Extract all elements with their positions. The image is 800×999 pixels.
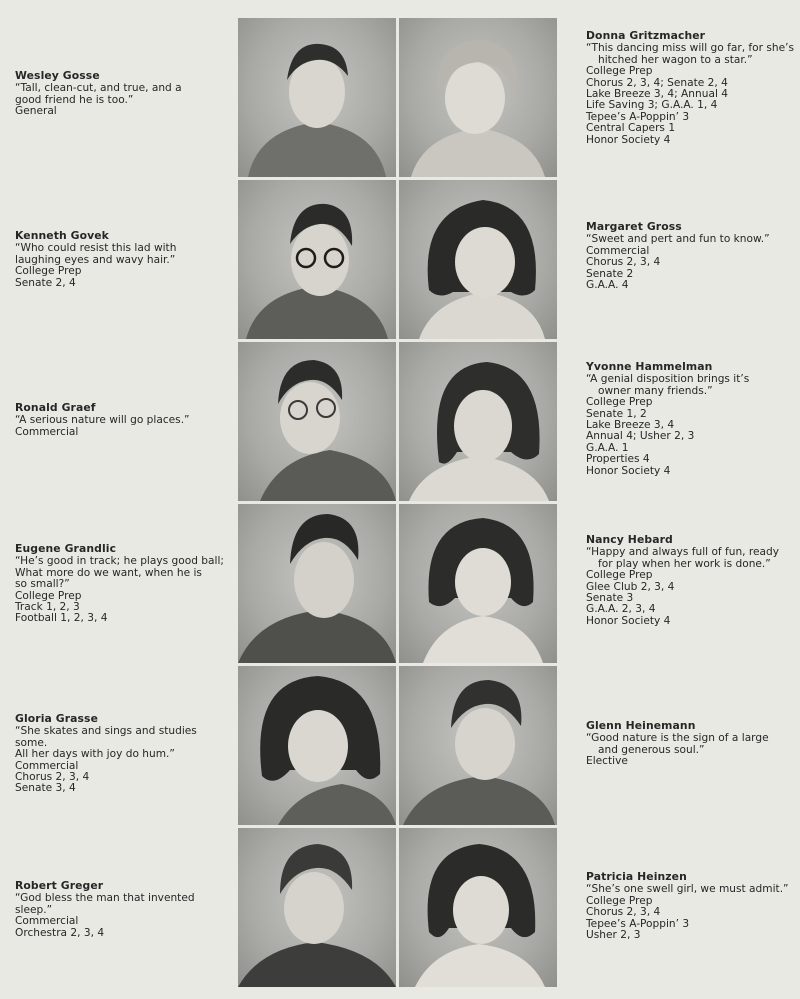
student-quote: “Tall, clean-cut, and true, and a good friend he is too.” (15, 82, 182, 106)
portrait-photo-margaret-gross (399, 180, 557, 339)
portrait-silhouette-icon (399, 828, 557, 987)
portrait-silhouette-icon (238, 342, 396, 501)
student-activities: Commercial Chorus 2, 3, 4 Senate 3, 4 (15, 759, 90, 795)
student-activities: Elective (586, 755, 628, 768)
student-entry-ronald-graef (15, 402, 230, 438)
portrait-photo-wesley-gosse (238, 18, 396, 177)
portrait-silhouette-icon (399, 180, 557, 339)
student-quote: “God bless the man that invented sleep.” (15, 892, 195, 916)
portrait-silhouette-icon (238, 504, 396, 663)
student-name: Kenneth Govek (15, 229, 109, 242)
student-quote: “A serious nature will go places.” (15, 414, 190, 427)
portrait-silhouette-icon (399, 666, 557, 825)
student-name: Gloria Grasse (15, 712, 98, 725)
student-name: Glenn Heinemann (586, 719, 696, 732)
student-name: Patricia Heinzen (586, 870, 687, 883)
portrait-silhouette-icon (399, 342, 557, 501)
student-quote: “Happy and always full of fun, ready for play when her work is done.” (586, 546, 780, 570)
student-entry-wesley-gosse (15, 70, 230, 118)
student-quote: “A genial disposition brings it’s owner many friends.” (586, 373, 750, 397)
portrait-photo-kenneth-govek (238, 180, 396, 339)
portrait-photo-nancy-hebard (399, 504, 557, 663)
student-quote: “He’s good in track; he plays good ball; What more do we want, when he is so small?” (15, 555, 224, 591)
student-quote: “This dancing miss will go far, for she’s hitched her wagon to a star.” (586, 42, 794, 66)
portrait-silhouette-icon (238, 180, 396, 339)
student-name: Eugene Grandlic (15, 542, 117, 555)
student-activities: College Prep Senate 2, 4 (15, 265, 82, 289)
student-entry-yvonne-hammelman (586, 361, 798, 477)
portrait-photo-gloria-grasse (238, 666, 396, 825)
student-entry-robert-greger (15, 880, 230, 939)
portrait-photo-donna-gritzmacher (399, 18, 557, 177)
student-entry-gloria-grasse (15, 713, 230, 795)
student-activities: Commercial Chorus 2, 3, 4 Senate 2 G.A.A. 4 (586, 244, 661, 292)
portrait-silhouette-icon (238, 666, 396, 825)
student-name: Robert Greger (15, 879, 104, 892)
portrait-photo-ronald-graef (238, 342, 396, 501)
student-activities: Commercial (15, 425, 79, 438)
student-quote: “She’s one swell girl, we must admit.” (586, 883, 789, 896)
student-entry-nancy-hebard (586, 534, 798, 627)
student-quote: “Who could resist this lad with laughing eyes and wavy hair.” (15, 242, 177, 266)
portrait-silhouette-icon (238, 828, 396, 987)
student-entry-kenneth-govek (15, 230, 230, 289)
student-activities: College Prep Senate 1, 2 Lake Breeze 3, 4 Annual 4; Usher 2, 3 G.A.A. 1 Properties 4 Honor Society 4 (586, 396, 695, 477)
student-name: Ronald Graef (15, 401, 96, 414)
student-entry-donna-gritzmacher (586, 30, 798, 146)
student-name: Margaret Gross (586, 220, 682, 233)
student-activities: General (15, 105, 57, 118)
student-quote: “Sweet and pert and fun to know.” (586, 233, 770, 246)
portrait-silhouette-icon (238, 18, 396, 177)
student-activities: College Prep Track 1, 2, 3 Football 1, 2, 3, 4 (15, 589, 108, 625)
student-name: Yvonne Hammelman (586, 360, 713, 373)
student-name: Wesley Gosse (15, 69, 100, 82)
student-entry-patricia-heinzen (586, 871, 798, 941)
student-name: Nancy Hebard (586, 533, 673, 546)
portrait-photo-eugene-grandlic (238, 504, 396, 663)
portrait-photo-patricia-heinzen (399, 828, 557, 987)
portrait-silhouette-icon (399, 504, 557, 663)
student-activities: Commercial Orchestra 2, 3, 4 (15, 915, 105, 939)
student-activities: College Prep Chorus 2, 3, 4; Senate 2, 4 Lake Breeze 3, 4; Annual 4 Life Saving 3; G.A.A. 1, 4 Tepee’s A-Poppin’ 3 Central Capers 1 Honor Society 4 (586, 65, 728, 146)
student-entry-glenn-heinemann (586, 720, 798, 768)
student-quote: “Good nature is the sign of a large and generous soul.” (586, 732, 769, 756)
portrait-photo-yvonne-hammelman (399, 342, 557, 501)
student-entry-eugene-grandlic (15, 543, 230, 625)
student-name: Donna Gritzmacher (586, 29, 706, 42)
portrait-photo-glenn-heinemann (399, 666, 557, 825)
student-quote: “She skates and sings and studies some. All her days with joy do hum.” (15, 725, 197, 761)
student-activities: College Prep Chorus 2, 3, 4 Tepee’s A-Poppin’ 3 Usher 2, 3 (586, 894, 690, 942)
portrait-photo-robert-greger (238, 828, 396, 987)
portrait-silhouette-icon (399, 18, 557, 177)
student-activities: College Prep Glee Club 2, 3, 4 Senate 3 G.A.A. 2, 3, 4 Honor Society 4 (586, 569, 675, 627)
student-entry-margaret-gross (586, 221, 798, 291)
